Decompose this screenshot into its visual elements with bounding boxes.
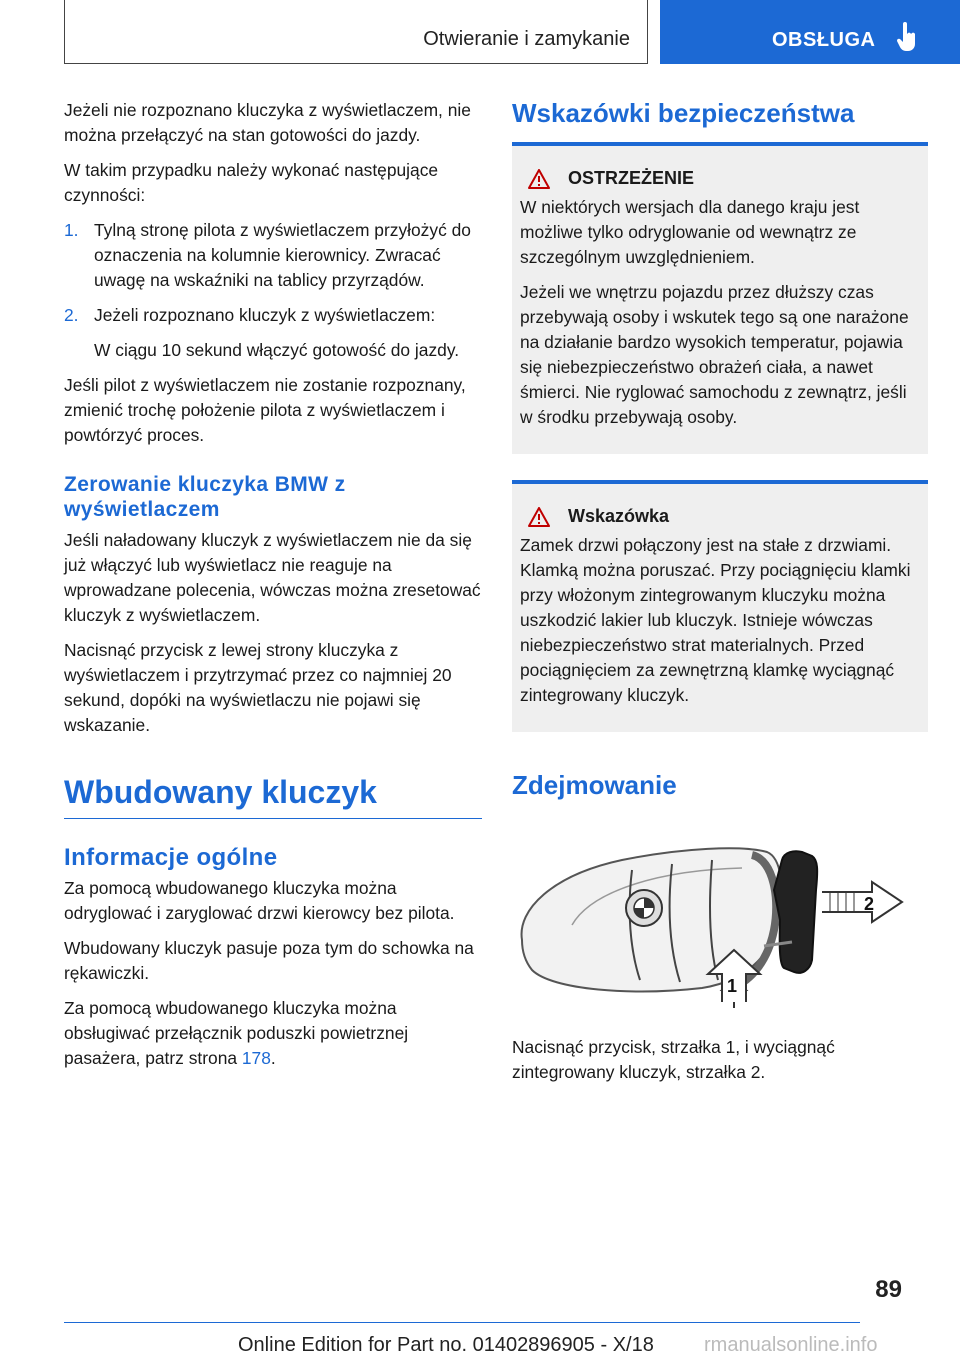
right-column	[512, 98, 928, 1095]
arrow-label-2: 2	[864, 894, 875, 914]
paragraph: Jeśli pilot z wyświetlaczem nie zostanie rozpoznany, zmienić trochę położenie pilota z wyświetlaczem i powtórzyć proces.	[64, 375, 466, 445]
note-title-text: Wskazówka	[568, 506, 670, 526]
paragraph: Nacisnąć przycisk z lewej strony kluczyka z wyświetlaczem i przytrzymać przez co najmniej 20 sekund, dopóki na wyświetlaczu nie pojawi się wskazanie.	[64, 640, 452, 735]
paragraph	[64, 996, 482, 1071]
key-removal-illustration	[512, 830, 928, 1015]
warning-box	[512, 142, 928, 454]
warning-title-text: OSTRZEŻENIE	[568, 168, 695, 188]
footer-watermark: rmanualsonline.info	[704, 1334, 878, 1356]
section-title: Otwieranie i zamykanie	[423, 28, 630, 50]
warning-title	[520, 168, 920, 189]
note-title	[520, 506, 920, 527]
footer-divider	[64, 1322, 860, 1323]
heading-builtin-key: Wbudowany kluczyk	[64, 774, 482, 819]
footer-edition: Online Edition for Part no. 01402896905 - X/18	[238, 1334, 654, 1356]
paragraph: W niektórych wersjach dla danego kraju jest możliwe tylko odryglowanie od wewnątrz ze szczególnym uwzględnieniem.	[520, 197, 860, 267]
heading-safety: Wskazówki bezpieczeństwa	[512, 98, 855, 128]
hand-pointer-icon	[896, 22, 918, 57]
heading-reset: Zerowanie kluczyka BMW z wyświetlaczem	[64, 473, 346, 521]
left-column	[64, 98, 482, 1081]
list-item	[64, 218, 482, 293]
step-number: 2.	[64, 305, 79, 325]
steps-list	[64, 218, 482, 363]
text: Za pomocą wbudowanego kluczyka można obsługiwać przełącznik poduszki powietrznej pasażera, patrz strona	[64, 998, 409, 1068]
paragraph: Zamek drzwi połączony jest na stałe z drzwiami. Klamką można poruszać. Przy pociągnięciu klamki przy włożonym zintegrowanym kluczyku można uszkodzić lakier lub kluczyk. Istnieje wówczas niebezpieczeństwo strat materialnych. Przed pociągnięciem za zewnętrzną klamkę wyciągnąć zintegrowany kluczyk.	[520, 535, 911, 705]
note-box	[512, 480, 928, 732]
arrow-label-1: 1	[727, 976, 738, 996]
warning-icon	[528, 169, 550, 189]
paragraph: W takim przypadku należy wykonać następujące czynności:	[64, 160, 439, 205]
step-text: Tylną stronę pilota z wyświetlaczem przyłożyć do oznaczenia na kolumnie kierownicy. Zwracać uwagę na wskaźniki na tablicy przyrządów.	[94, 220, 471, 290]
chapter-tab-label: OBSŁUGA	[772, 29, 876, 51]
paragraph: Jeśli naładowany kluczyk z wyświetlaczem nie da się już włączyć lub wyświetlacz nie reaguje na wprowadzane polecenia, wówczas można zresetować kluczyk z wyświetlaczem.	[64, 530, 481, 625]
paragraph: Nacisnąć przycisk, strzałka 1, i wyciągnąć zintegrowany kluczyk, strzałka 2.	[512, 1037, 835, 1082]
list-item	[64, 303, 482, 363]
heading-remove: Zdejmowanie	[512, 770, 677, 800]
chapter-tab[interactable]	[660, 0, 960, 64]
step-number: 1.	[64, 220, 79, 240]
paragraph: Jeżeli we wnętrzu pojazdu przez dłuższy czas przebywają osoby i wskutek tego są one narażone na działanie bardzo wysokich temperatur, pojawia się niebezpieczeństwo obrażeń ciała, a nawet śmierci. Nie ryglować samochodu z zewnątrz, jeśli w środku przebywają osoby.	[520, 282, 909, 427]
page-link[interactable]: 178	[241, 1048, 271, 1068]
page-number: 89	[875, 1276, 902, 1303]
step-text: Jeżeli rozpoznano kluczyk z wyświetlaczem:	[94, 305, 436, 325]
heading-general-info: Informacje ogólne	[64, 844, 278, 871]
text: .	[270, 1048, 276, 1068]
paragraph: Za pomocą wbudowanego kluczyka można odryglować i zaryglować drzwi kierowcy bez pilota.	[64, 878, 455, 923]
step-subtext: W ciągu 10 sekund włączyć gotowość do jazdy.	[94, 340, 460, 360]
paragraph: Wbudowany kluczyk pasuje poza tym do schowka na rękawiczki.	[64, 938, 474, 983]
warning-icon	[528, 507, 550, 527]
paragraph: Jeżeli nie rozpoznano kluczyka z wyświetlaczem, nie można przełączyć na stan gotowości do jazdy.	[64, 100, 471, 145]
